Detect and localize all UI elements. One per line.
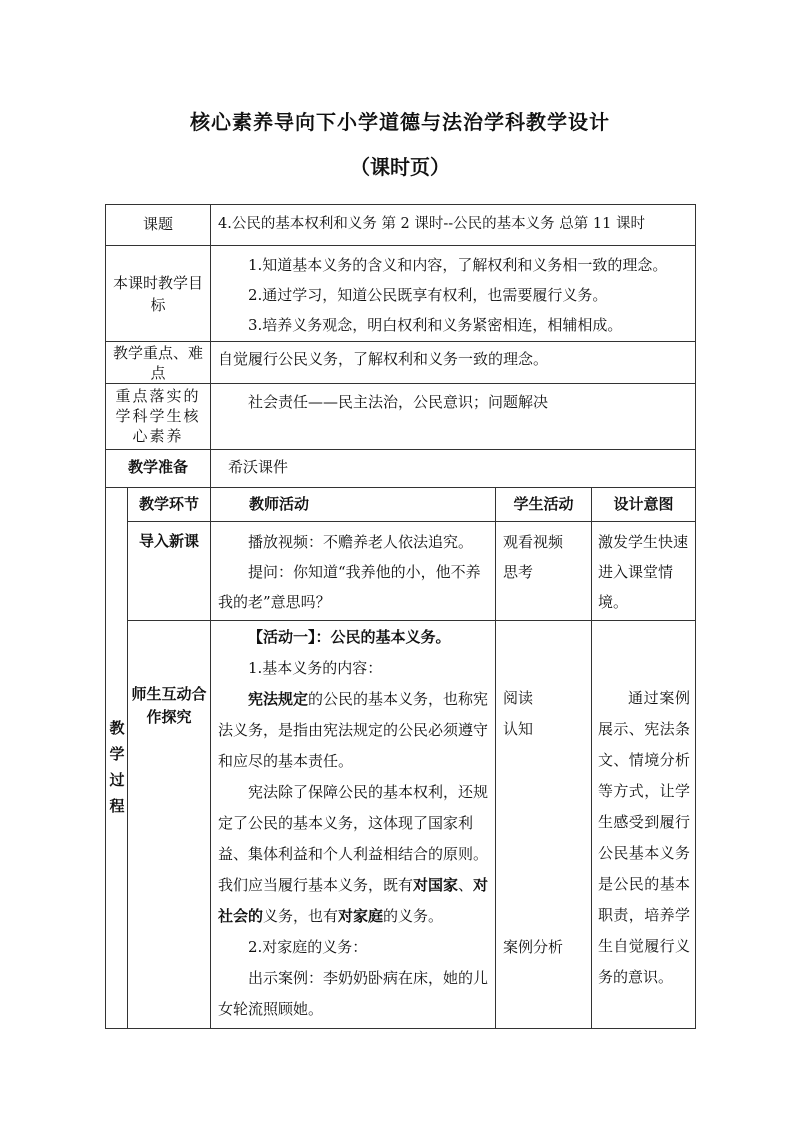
key-points-label: 教学重点、难点 <box>112 344 203 382</box>
row-divider <box>127 620 696 621</box>
explore-student-activity-case: 案例分析 <box>503 938 564 956</box>
point-heading: 2.对家庭的义务： <box>248 938 368 956</box>
table-border-right <box>695 204 696 1029</box>
prep-label: 教学准备 <box>127 458 188 476</box>
table-border-top <box>105 204 696 205</box>
row-divider <box>105 341 696 342</box>
row-divider <box>105 487 696 488</box>
header-teacher: 教师活动 <box>249 495 310 513</box>
column-divider <box>210 204 211 487</box>
header-intent: 设计意图 <box>613 495 674 513</box>
text-run: 的公民的基本义务，也称宪法义务，是指由宪法规定的公民必须遵守和应尽的基本责任。 <box>218 690 489 770</box>
teacher-paragraph <box>218 777 492 932</box>
header-stage: 教学环节 <box>138 495 199 513</box>
text-run: 宪法除了保障公民的基本权利，还规定了公民的基本义务，这体现了国家利益、集体利益和个人利益相结合的原则。我们应当履行基本义务，既有 <box>218 783 489 894</box>
point-heading: 1.基本义务的内容： <box>248 659 383 677</box>
row-divider <box>105 245 696 246</box>
explore-student-activity <box>503 683 583 745</box>
row-divider <box>105 383 696 384</box>
document-title: 核心素养导向下小学道德与法治学科教学设计 <box>190 110 610 134</box>
teacher-paragraph: 出示案例：李奶奶卧病在床，她的儿女轮流照顾她。 <box>218 969 489 1018</box>
header-student: 学生活动 <box>513 495 574 513</box>
column-divider <box>591 487 592 1028</box>
goals-list <box>218 250 694 340</box>
prep-value: 希沃课件 <box>228 458 289 476</box>
row-divider <box>127 521 696 522</box>
bold-text: 对社会的 <box>218 876 489 925</box>
intro-teacher-text: 提问：你知道“我养他的小，他不养我的老”意思吗？ <box>218 563 481 611</box>
goal-item: 3.培养义务观念，明白权利和义务紧密相连，相辅相成。 <box>248 316 623 334</box>
student-activity-item: 认知 <box>503 720 534 738</box>
intro-stage: 导入新课 <box>138 532 199 550</box>
bold-text: 宪法规定 <box>248 690 309 708</box>
table-border-bottom <box>105 1028 696 1029</box>
key-points-value: 自觉履行公民义务，了解权利和义务一致的理念。 <box>218 350 549 368</box>
column-divider <box>210 487 211 1028</box>
text-run: 、 <box>458 876 474 894</box>
column-divider <box>127 487 128 1028</box>
explore-stage: 师生互动合作探究 <box>131 685 207 726</box>
goals-label: 本课时教学目标 <box>112 274 203 314</box>
text-run: 的义务。 <box>383 907 444 925</box>
topic-label: 课题 <box>142 215 173 233</box>
intro-teacher-text: 播放视频：不赡养老人依法追究。 <box>248 533 474 551</box>
explore-intent: 通过案例展示、宪法条文、情境分析等方式，让学生感受到履行公民基本义务是公民的基本职责，培养学生自觉履行义务的意识。 <box>598 689 690 986</box>
bold-text: 对家庭 <box>338 907 384 925</box>
literacy-value: 社会责任——民主法治，公民意识；问题解决 <box>248 393 549 411</box>
topic-value: 4.公民的基本权利和义务 第 2 课时--公民的基本义务 总第 11 课时 <box>218 216 645 232</box>
intro-student-activity: 观看视频思考 <box>503 533 564 581</box>
explore-teacher-activity <box>218 622 492 1025</box>
literacy-label: 重点落实的学科学生核心素养 <box>115 387 201 445</box>
intro-teacher-activity <box>218 527 490 617</box>
process-side-label: 教学过程 <box>109 719 125 815</box>
row-divider <box>105 449 696 450</box>
activity-title: 【活动一】：公民的基本义务。 <box>248 628 451 646</box>
teacher-paragraph <box>218 684 492 777</box>
text-run: 义务，也有 <box>263 907 339 925</box>
goal-item: 2.通过学习，知道公民既享有权利，也需要履行义务。 <box>248 286 608 304</box>
column-divider <box>495 487 496 1028</box>
student-activity-item: 阅读 <box>503 689 534 707</box>
intro-intent: 激发学生快速进入课堂情境。 <box>598 533 689 611</box>
document-subtitle: （课时页） <box>350 155 450 179</box>
table-border-left <box>105 204 106 1029</box>
bold-text: 对国家 <box>413 876 459 894</box>
goal-item: 1.知道基本义务的含义和内容，了解权利和义务相一致的理念。 <box>248 256 668 274</box>
